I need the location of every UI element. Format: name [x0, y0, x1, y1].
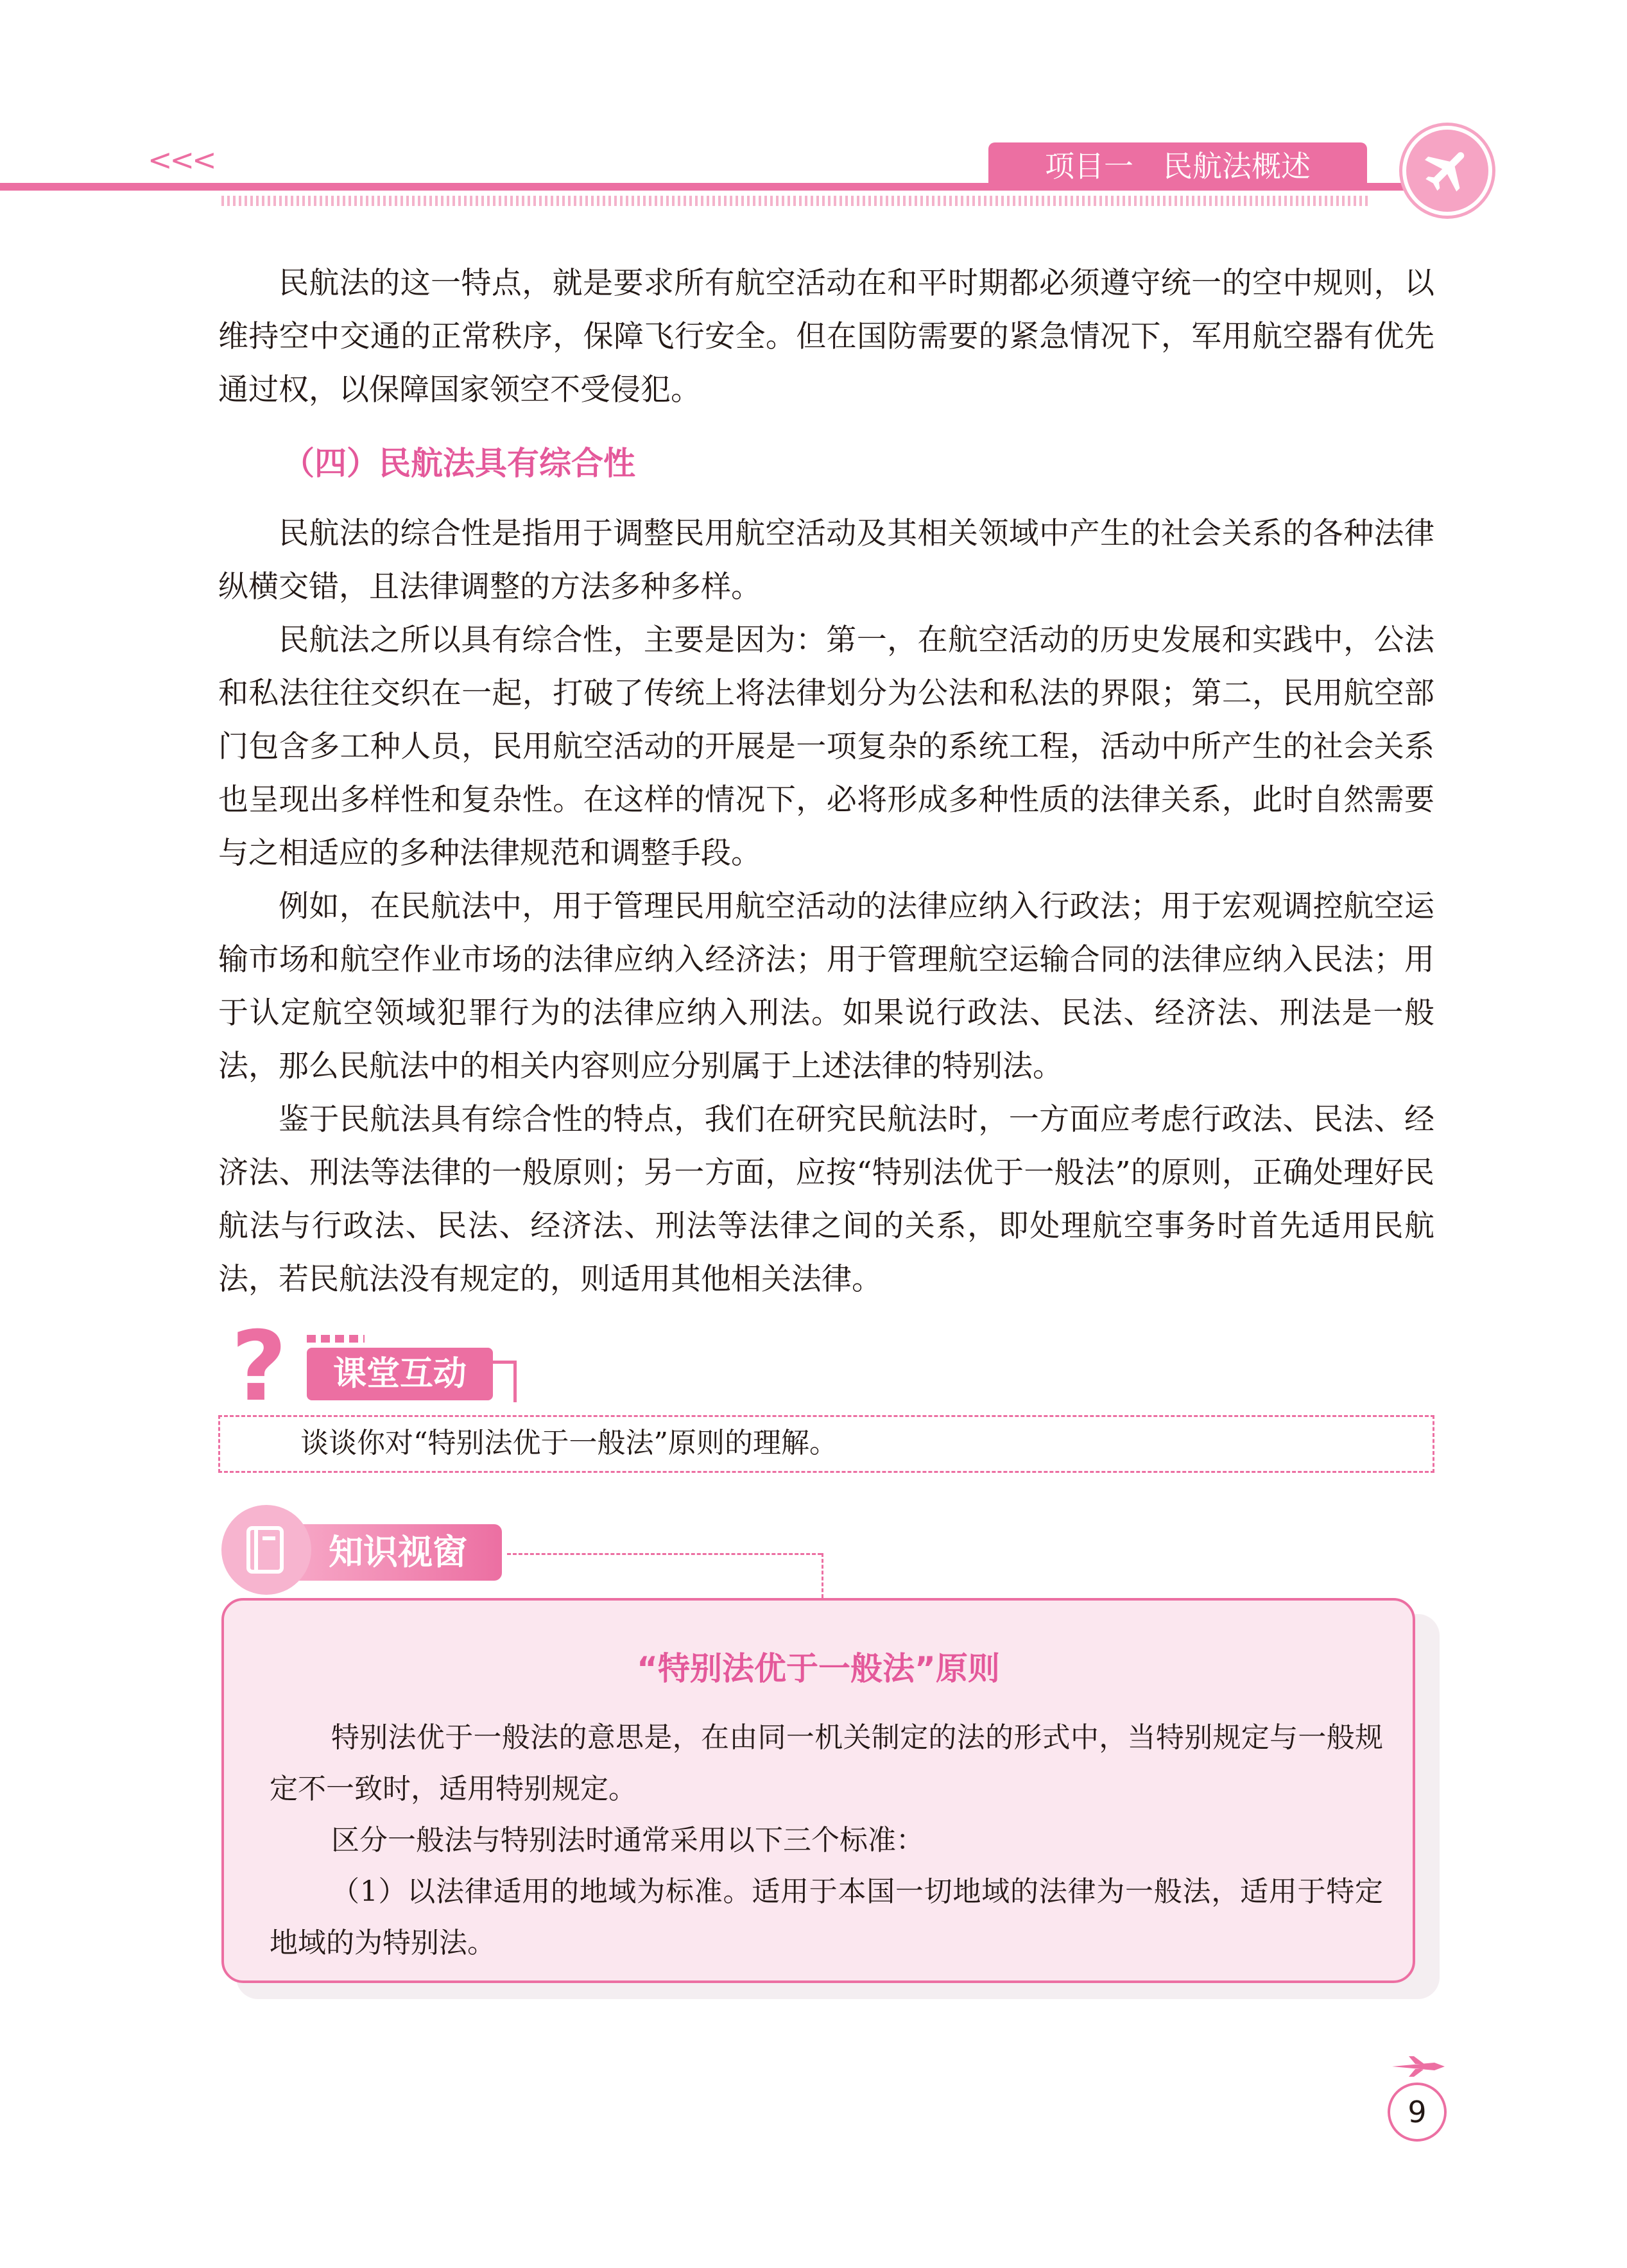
knowledge-paragraph-1: 特别法优于一般法的意思是，在由同一机关制定的法的形式中，当特别规定与一般规定不一致时，适用特别规定。 [270, 1721, 1383, 1805]
header-hatch-decoration [221, 196, 1370, 206]
paragraph-2: 民航法之所以具有综合性，主要是因为：第一，在航空活动的历史发展和实践中，公法和私法往往交织在一起，打破了传统上将法律划分为公法和私法的界限；第二，民用航空部门包含多工种人员，民用航空活动的开展是一项复杂的系统工程，活动中所产生的社会关系也呈现出多样性和复杂性。在这样的情况下，必将形成多种性质的法律关系，此时自然需要与之相适应的多种法律规范和调整手段。 [218, 623, 1434, 871]
header-badge [1402, 126, 1492, 216]
paragraph-3: 例如，在民航法中，用于管理民用航空活动的法律应纳入行政法；用于宏观调控航空运输市场和航空作业市场的法律应纳入经济法；用于管理航空运输合同的法律应纳入民法；用于认定航空领域犯罪行为的法律应纳入刑法。如果说行政法、民法、经济法、刑法是一般法，那么民航法中的相关内容则应分别属于上述法律的特别法。 [218, 889, 1434, 1084]
knowledge-badge [221, 1505, 311, 1595]
knowledge-connector-vertical [822, 1553, 823, 1598]
interaction-hook [493, 1361, 517, 1402]
interaction-label: 课堂互动 [307, 1348, 493, 1400]
section-title: （四）民航法具有综合性 [282, 444, 635, 482]
paragraph-intro: 民航法的这一特点，就是要求所有航空活动在和平时期都必须遵守统一的空中规则，以维持空中交通的正常秩序，保障飞行安全。但在国防需要的紧急情况下，军用航空器有优先通过权，以保障国家领空不受侵犯。 [218, 266, 1434, 408]
knowledge-label: 知识视窗 [290, 1524, 502, 1581]
chapter-title: 项目一 民航法概述 [988, 142, 1367, 191]
airplane-icon [1390, 2054, 1447, 2079]
knowledge-connector [507, 1553, 822, 1555]
book-icon [241, 1523, 292, 1577]
paragraph-4: 鉴于民航法具有综合性的特点，我们在研究民航法时，一方面应考虑行政法、民法、经济法、刑法等法律的一般原则；另一方面，应按“特别法优于一般法”的原则，正确处理好民航法与行政法、民法、经济法、刑法等法律之间的关系，即处理航空事务时首先适用民航法，若民航法没有规定的，则适用其他相关法律。 [218, 1102, 1434, 1297]
question-mark-icon: ? [231, 1311, 288, 1423]
interaction-prompt: 谈谈你对“特别法优于一般法”原则的理解。 [300, 1427, 838, 1459]
page-number: 9 [1407, 2095, 1427, 2129]
knowledge-title: “特别法优于一般法”原则 [637, 1650, 1000, 1687]
airplane-icon [1419, 142, 1476, 199]
knowledge-paragraph-3: （1）以法律适用的地域为标准。适用于本国一切地域的法律为一般法，适用于特定地域的为特别法。 [270, 1875, 1383, 1959]
paragraph-1: 民航法的综合性是指用于调整民用航空活动及其相关领域中产生的社会关系的各种法律纵横交错，且法律调整的方法多种多样。 [218, 516, 1434, 605]
header-chevrons: <<< [148, 142, 214, 177]
knowledge-paragraph-2: 区分一般法与特别法时通常采用以下三个标准： [331, 1824, 924, 1857]
interaction-deco [307, 1335, 365, 1343]
